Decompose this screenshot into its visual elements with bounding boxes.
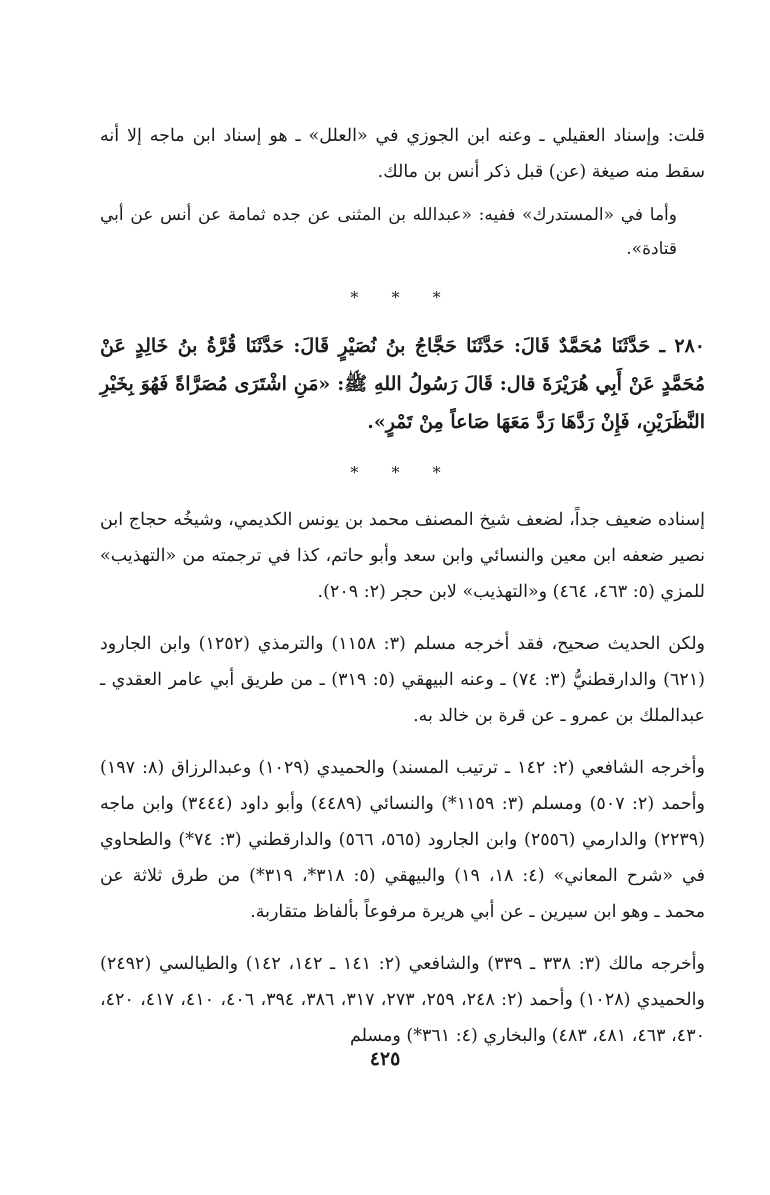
page-number: ٤٢٥ — [369, 1048, 401, 1070]
paragraph-gap — [100, 930, 705, 946]
paragraph-gap — [100, 734, 705, 750]
hadith-280: ٢٨٠ ـ حَدَّثَنَا مُحَمَّدٌ قَالَ: حَدَّثَنَا حَجَّاجُ بنُ نُصَيْرٍ قَالَ: حَدَّثَنَا قُرَّةُ بنُ خَالِدٍ عَنْ مُحَمَّدٍ عَنْ أَبِي هُرَيْرَةَ قال: قَالَ رَسُولُ اللهِ ﷺ: «مَنِ اشْتَرَى مُصَرَّاةً فَهُوَ بِخَيْرِ النَّظَرَيْنِ، فَإِنْ رَدَّهَا رَدَّ مَعَهَا صَاعاً مِنْ تَمْرٍ». — [100, 335, 705, 433]
paragraph-commentary-1: قلت: وإسناد العقيلي ـ وعنه ابن الجوزي في «العلل» ـ هو إسناد ابن ماجه إلا أنه سقط منه صيغة (عن) قبل ذكر أنس بن مالك. — [100, 126, 705, 182]
page-body — [100, 118, 705, 1054]
separator-stars: * * * — [350, 288, 455, 307]
paragraph-mustadrak-note: وأما في «المستدرك» ففيه: «عبدالله بن المثنى عن جده ثمامة عن أنس عن أبي قتادة». — [100, 205, 677, 259]
paragraph-sahih-sources: ولكن الحديث صحيح، فقد أخرجه مسلم (٣: ١١٥٨) والترمذي (١٢٥٢) وابن الجارود (٦٢١) والدارقطنيُّ (٣: ٧٤) ـ وعنه البيهقي (٥: ٣١٩) ـ من طريق أبي عامر العقدي ـ عبدالملك بن عمرو ـ عن قرة بن خالد به. — [100, 634, 705, 726]
paragraph-takhrij-malik: وأخرجه مالك (٣: ٣٣٨ ـ ٣٣٩) والشافعي (٢: ١٤١ ـ ١٤٢، ١٤٢) والطيالسي (٢٤٩٢) والحميدي (١٠٢٨) وأحمد (٢: ٢٤٨، ٢٥٩، ٢٧٣، ٣١٧، ٣٨٦، ٣٩٤، ٤٠٦، ٤١٠، ٤١٧، ٤٢٠، ٤٣٠، ٤٦٣، ٤٨١، ٤٨٣) والبخاري (٤: ٣٦١*) ومسلم — [100, 954, 705, 1046]
paragraph-gap — [100, 610, 705, 626]
paragraph-takhrij-shafii: وأخرجه الشافعي (٢: ١٤٢ ـ ترتيب المسند) والحميدي (١٠٢٩) وعبدالرزاق (٨: ١٩٧) وأحمد (٢: ٥٠٧) ومسلم (٣: ١١٥٩*) والنسائي (٤٤٨٩) وأبو داود (٣٤٤٤) وابن ماجه (٢٢٣٩) والدارمي (٢٥٥٦) وابن الجارود (٥٦٥، ٥٦٦) والدارقطني (٣: ٧٤*) والطحاوي في «شرح المعاني» (٤: ١٨، ١٩) والبيهقي (٥: ٣١٨*، ٣١٩*) من طرق ثلاثة عن محمد ـ وهو ابن سيرين ـ عن أبي هريرة مرفوعاً بألفاظ متقاربة. — [100, 758, 706, 922]
paragraph-isnad-grading: إسناده ضعيف جداً، لضعف شيخ المصنف محمد بن يونس الكديمي، وشيخُه حجاج ابن نصير ضعفه ابن معين والنسائي وابن سعد وأبو حاتم، كذا في ترجمته من «التهذيب» للمزي (٥: ٤٦٣، ٤٦٤) و«التهذيب» لابن حجر (٢: ٢٠٩). — [100, 510, 705, 602]
separator-stars: * * * — [350, 463, 455, 482]
